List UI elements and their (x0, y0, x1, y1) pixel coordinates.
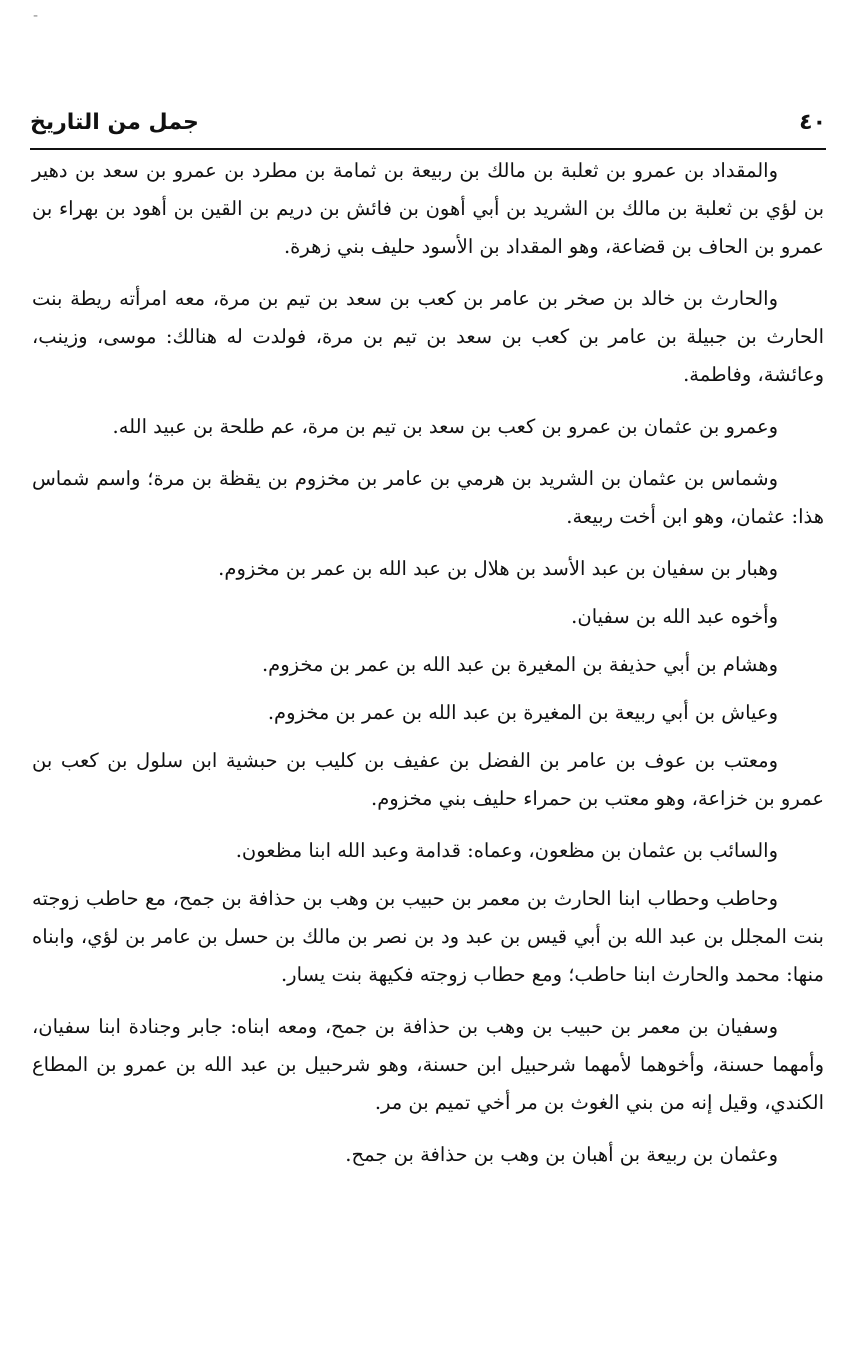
paragraph-8: وعياش بن أبي ربيعة بن المغيرة بن عبد الله بن عمر بن مخزوم. (267, 701, 778, 724)
paragraph-10: والسائب بن عثمان بن مظعون، وعماه: قدامة وعبد الله ابنا مظعون. (235, 839, 778, 862)
book-title: جمل من التاريخ (30, 110, 199, 135)
paragraph-6: وأخوه عبد الله بن سفيان. (571, 605, 778, 628)
page-number: ٤٠ (799, 110, 826, 135)
paragraph-7: وهشام بن أبي حذيفة بن المغيرة بن عبد الله بن عمر بن مخزوم. (261, 653, 778, 676)
running-header (30, 108, 826, 150)
paragraph-4: وشماس بن عثمان بن الشريد بن هرمي بن عامر بن مخزوم بن يقظة بن مرة؛ واسم شماس هذا: عثمان، وهو ابن أخت ربيعة. (32, 467, 824, 528)
page-corner-mark: - (33, 8, 39, 24)
paragraph-2: والحارث بن خالد بن صخر بن عامر بن كعب بن سعد بن تيم بن مرة، معه امرأته ريطة بنت الحارث بن جبيلة بن عامر بن كعب بن سعد بن تيم بن مرة، فولدت له هنالك: موسى، وزينب، وعائشة، وفاطمة. (32, 287, 824, 386)
paragraph-1: والمقداد بن عمرو بن ثعلبة بن مالك بن ربيعة بن ثمامة بن مطرد بن عمرو بن سعد بن دهير بن لؤي بن ثعلبة بن مالك بن الشريد بن أبي أهون بن فائش بن دريم بن القين بن أهود بن بهراء بن عمرو بن الحاف بن قضاعة، وهو المقداد بن الأسود حليف بني زهرة. (32, 159, 824, 258)
paragraph-11: وحاطب وحطاب ابنا الحارث بن معمر بن حبيب بن وهب بن حذافة بن جمح، مع حاطب زوجته بنت المجلل بن عبد الله بن أبي قيس بن عبد ود بن نصر بن مالك بن حسل بن عامر بن لؤي، وابناه منها: محمد والحارث ابنا حاطب؛ ومع حطاب زوجته فكيهة بنت يسار. (32, 887, 824, 986)
paragraph-5: وهبار بن سفيان بن عبد الأسد بن هلال بن عبد الله بن عمر بن مخزوم. (218, 557, 778, 580)
paragraph-12: وسفيان بن معمر بن حبيب بن وهب بن حذافة بن جمح، ومعه ابناه: جابر وجنادة ابنا سفيان، وأمهما حسنة، وأخوهما لأمهما شرحبيل ابن حسنة، وهو شرحبيل بن عبد الله بن عمرو بن المطاع الكندي، وقيل إنه من بني الغوث بن مر أخي تميم بن مر. (32, 1015, 824, 1114)
paragraph-9: ومعتب بن عوف بن عامر بن الفضل بن عفيف بن كليب بن حبشية ابن سلول بن كعب بن عمرو بن خزاعة، وهو معتب بن حمراء حليف بني مخزوم. (32, 749, 824, 810)
paragraph-13: وعثمان بن ربيعة بن أهبان بن وهب بن حذافة بن جمح. (345, 1143, 778, 1166)
page-body (32, 152, 824, 1188)
paragraph-3: وعمرو بن عثمان بن عمرو بن كعب بن سعد بن تيم بن مرة، عم طلحة بن عبيد الله. (112, 415, 778, 438)
